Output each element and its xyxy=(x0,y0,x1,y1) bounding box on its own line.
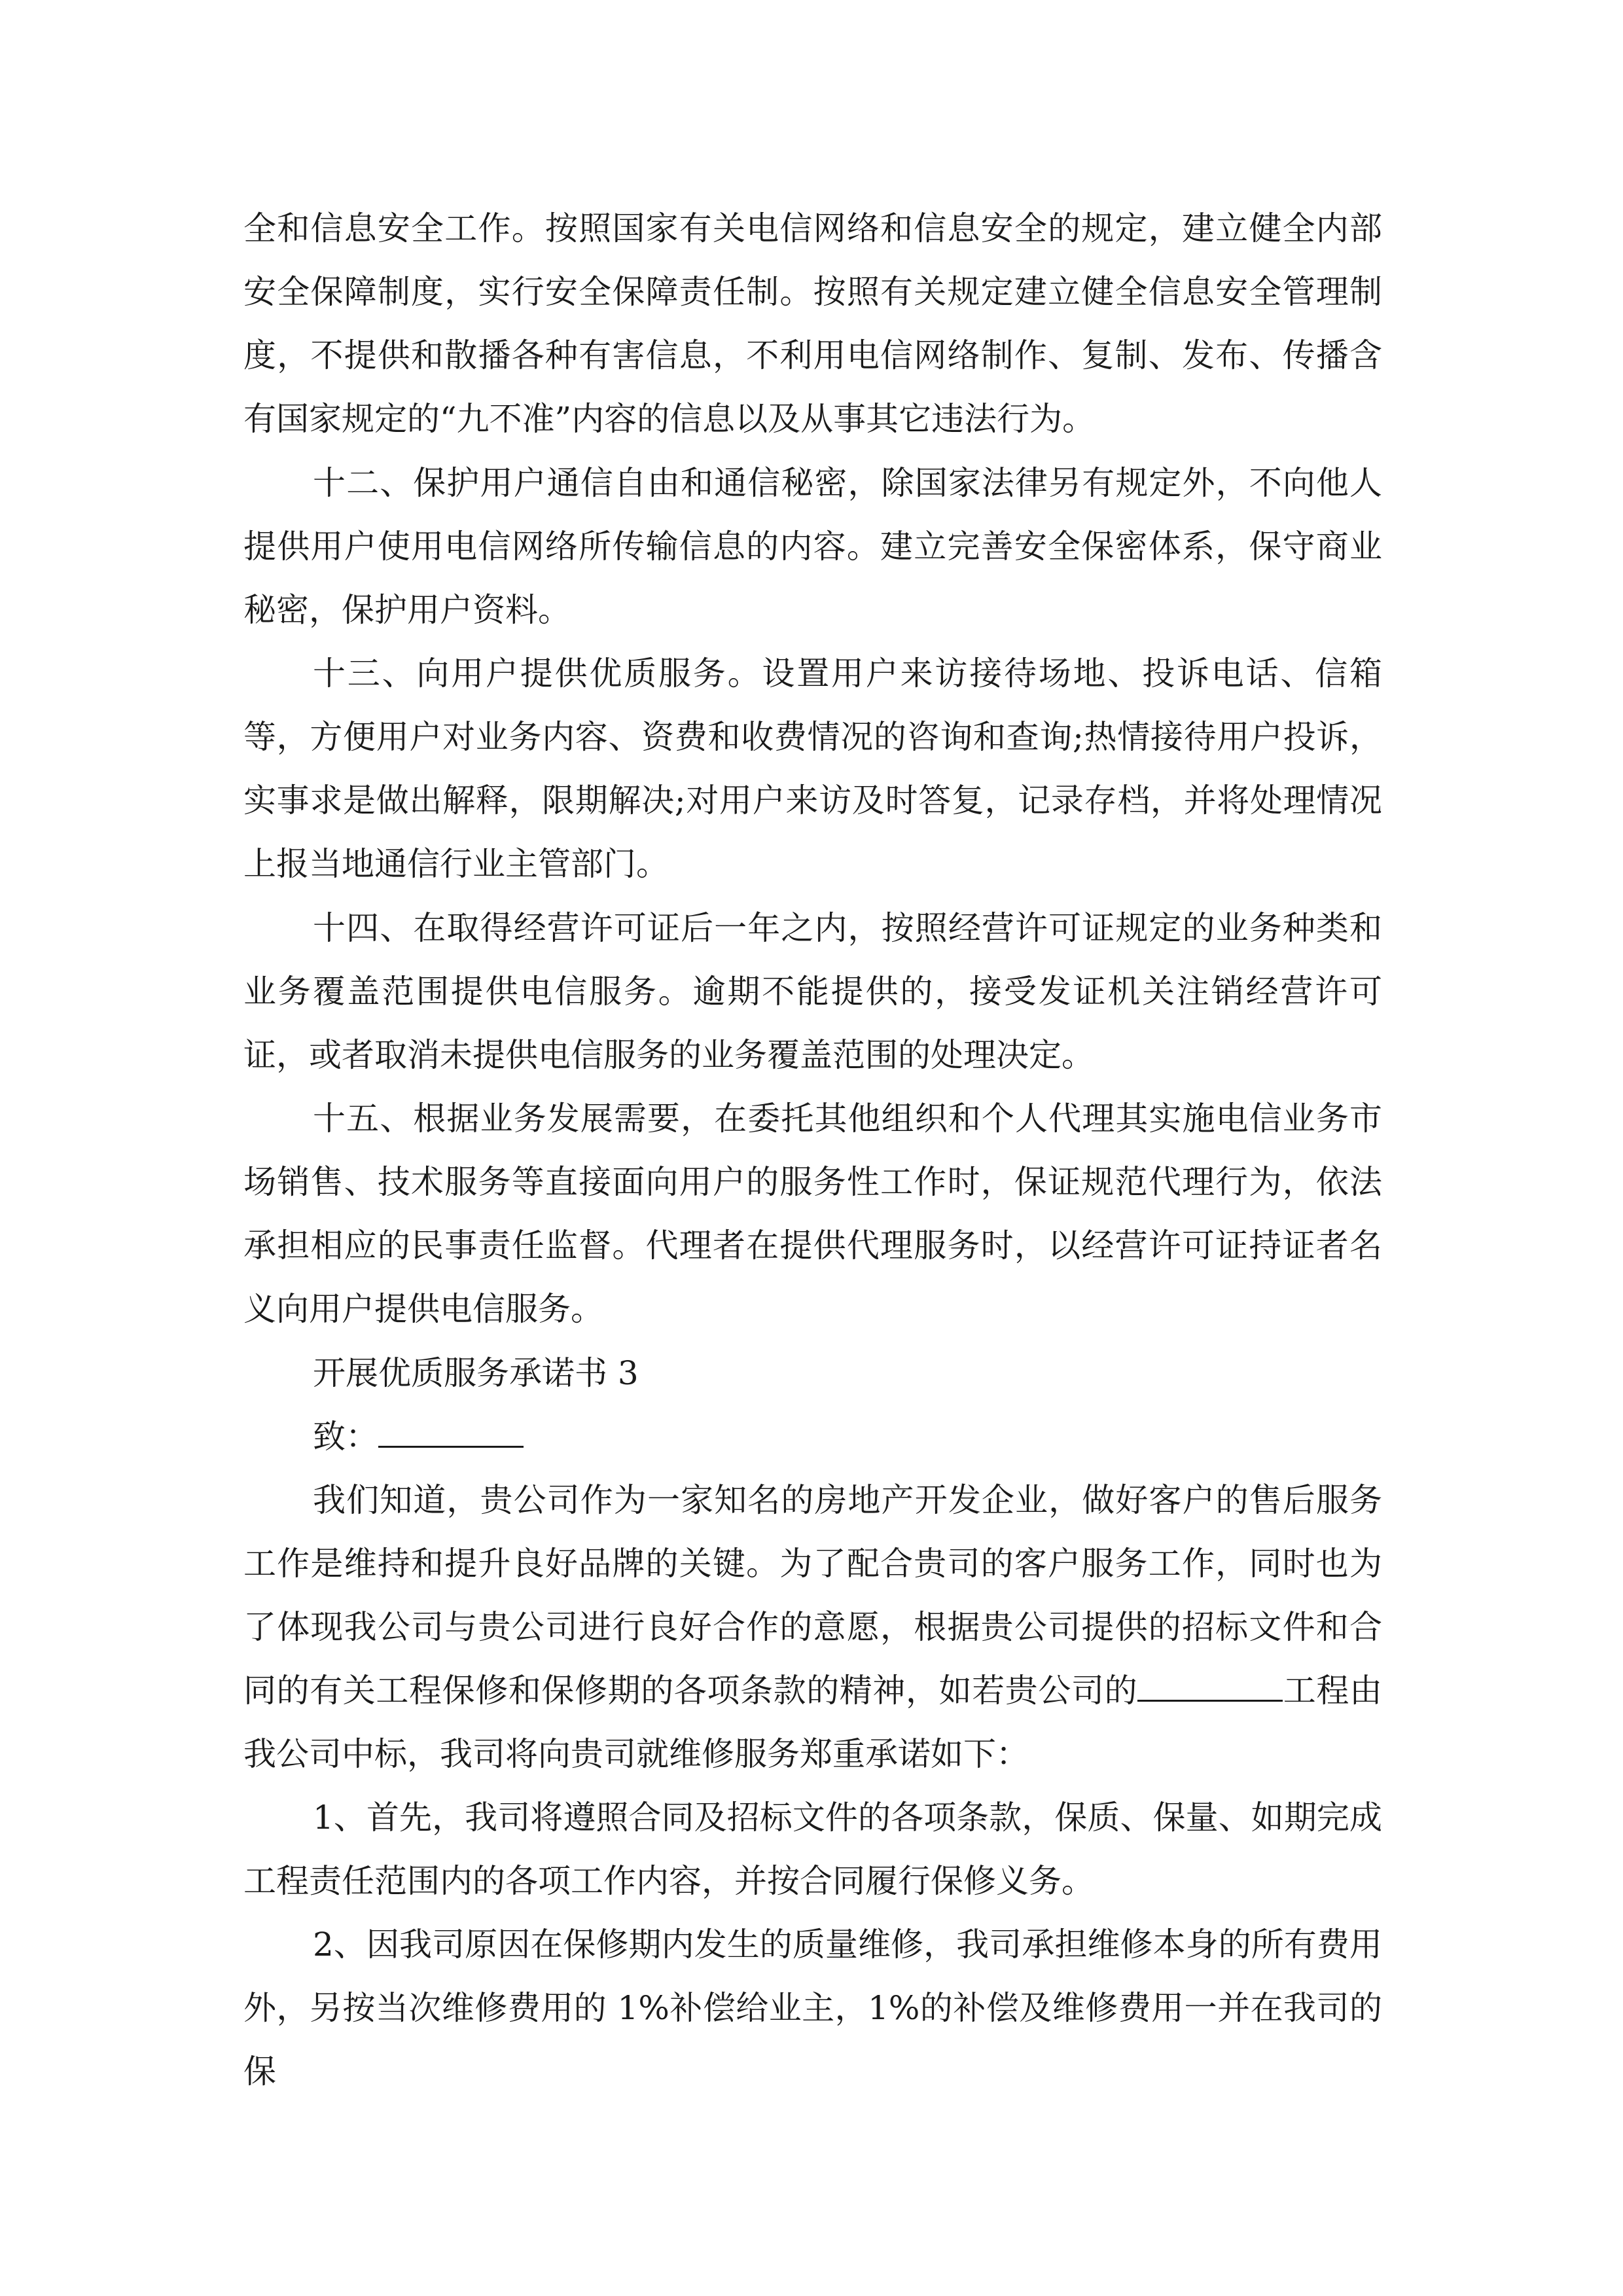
letter-paragraph-commitment-2: 2、因我司原因在保修期内发生的质量维修，我司承担维修本身的所有费用外，另按当次维修费用的 1%补偿给业主，1%的补偿及维修费用一并在我司的保 xyxy=(243,1926,1382,2090)
salutation-label: 致： xyxy=(313,1418,378,1456)
paragraph-item-15: 十五、根据业务发展需要，在委托其他组织和个人代理其实施电信业务市场销售、技术服务等直接面向用户的服务性工作时，保证规范代理行为，依法承担相应的民事责任监督。代理者在提供代理服务时，以经营许可证持证者名义向用户提供电信服务。 xyxy=(243,1100,1382,1328)
salutation-line xyxy=(313,1405,524,1469)
paragraph-item-14: 十四、在取得经营许可证后一年之内，按照经营许可证规定的业务种类和业务覆盖范围提供电信服务。逾期不能提供的，接受发证机关注销经营许可证，或者取消未提供电信服务的业务覆盖范围的处理决定。 xyxy=(243,909,1382,1074)
paragraph-item-13: 十三、向用户提供优质服务。设置用户来访接待场地、投诉电话、信箱等，方便用户对业务内容、资费和收费情况的咨询和查询;热情接待用户投诉，实事求是做出解释，限期解决;对用户来访及时答复，记录存档，并将处理情况上报当地通信行业主管部门。 xyxy=(243,655,1382,883)
recipient-blank xyxy=(378,1420,524,1448)
section-heading: 开展优质服务承诺书 3 xyxy=(313,1354,639,1392)
letter-paragraph-intro xyxy=(243,1469,1382,1786)
paragraph-item-12: 十二、保护用户通信自由和通信秘密，除国家法律另有规定外，不向他人提供用户使用电信网络所传输信息的内容。建立完善安全保密体系，保守商业秘密，保护用户资料。 xyxy=(243,464,1382,629)
intro-text-after-blank: 工程由我公司中标，我司将向贵司就维修服务郑重承诺如下： xyxy=(243,1672,1383,1773)
intro-text-before-blank: 我们知道，贵公司作为一家知名的房地产开发企业，做好客户的售后服务工作是维持和提升良好品牌的关键。为了配合贵司的客户服务工作，同时也为了体现我公司与贵公司进行良好合作的意愿，根据贵公司提供的招标文件和合同的有关工程保修和保修期的各项条款的精神，如若贵公司的 xyxy=(243,1481,1382,1710)
letter-paragraph-commitment-1: 1、首先，我司将遵照合同及招标文件的各项条款，保质、保量、如期完成工程责任范围内的各项工作内容，并按合同履行保修义务。 xyxy=(243,1799,1382,1900)
project-name-blank xyxy=(1137,1674,1283,1702)
paragraph-security: 全和信息安全工作。按照国家有关电信网络和信息安全的规定，建立健全内部安全保障制度，实行安全保障责任制。按照有关规定建立健全信息安全管理制度，不提供和散播各种有害信息，不利用电信网络制作、复制、发布、传播含有国家规定的“九不准”内容的信息以及从事其它违法行为。 xyxy=(243,209,1382,438)
